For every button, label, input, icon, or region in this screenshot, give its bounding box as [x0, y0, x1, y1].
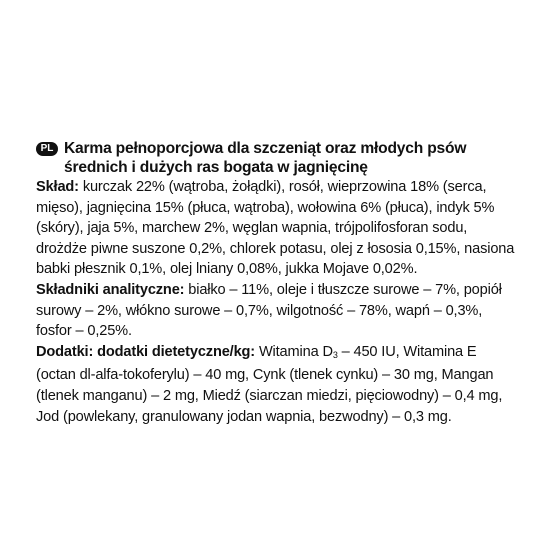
additives-heading: Dodatki: [36, 343, 94, 360]
language-badge: PL [36, 142, 58, 156]
composition-section [36, 177, 516, 280]
product-title-row [36, 139, 516, 177]
vitamin-d-label: Witamina D [258, 343, 333, 360]
analytical-heading: Składniki analityczne: [36, 281, 185, 298]
vitamin-d-subscript: 3 [332, 349, 338, 360]
pet-food-label [36, 139, 516, 427]
additives-text: – 450 IU, Witamina E (octan dl-alfa-tokoferylu) – 40 mg, Cynk (tlenek cynku) – 30 mg, Mangan (tlenek manganu) – 2 mg, Miedź (siarczan miedzi, pięciowodny) – 0,4 mg, Jod (powlekany, granulowany jodan wapnia, bezwodny) – 0,3 mg. [36, 343, 503, 425]
analytical-text: białko – 11%, oleje i tłuszcze surowe – 7%, popiół surowy – 2%, włókno surowe – 0,7%, wilgotność – 78%, wapń – 0,3%, fosfor – 0,25%. [36, 281, 502, 340]
composition-heading: Skład: [36, 179, 79, 195]
additives-section [36, 342, 516, 427]
analytical-section [36, 280, 516, 342]
composition-text: kurczak 22% (wątroba, żołądki), rosół, wieprzowina 18% (serca, mięso), jagnięcina 15% (płuca, wątroba), wołowina 6% (płuca), indyk 5% (skóry), jaja 5%, marchew 2%, węglan wapnia, trójpolifosforan sodu, drożdże piwne suszone 0,2%, chlorek potasu, olej z łososia 0,15%, nasiona babki płesznik 0,1%, olej lniany 0,08%, jukka Mojave 0,02%. [36, 179, 515, 278]
additives-subheading: dodatki dietetyczne/kg: [97, 343, 256, 360]
product-title: Karma pełnoporcjowa dla szczeniąt oraz młodych psów średnich i dużych ras bogata w jagnięcinę [64, 140, 467, 176]
